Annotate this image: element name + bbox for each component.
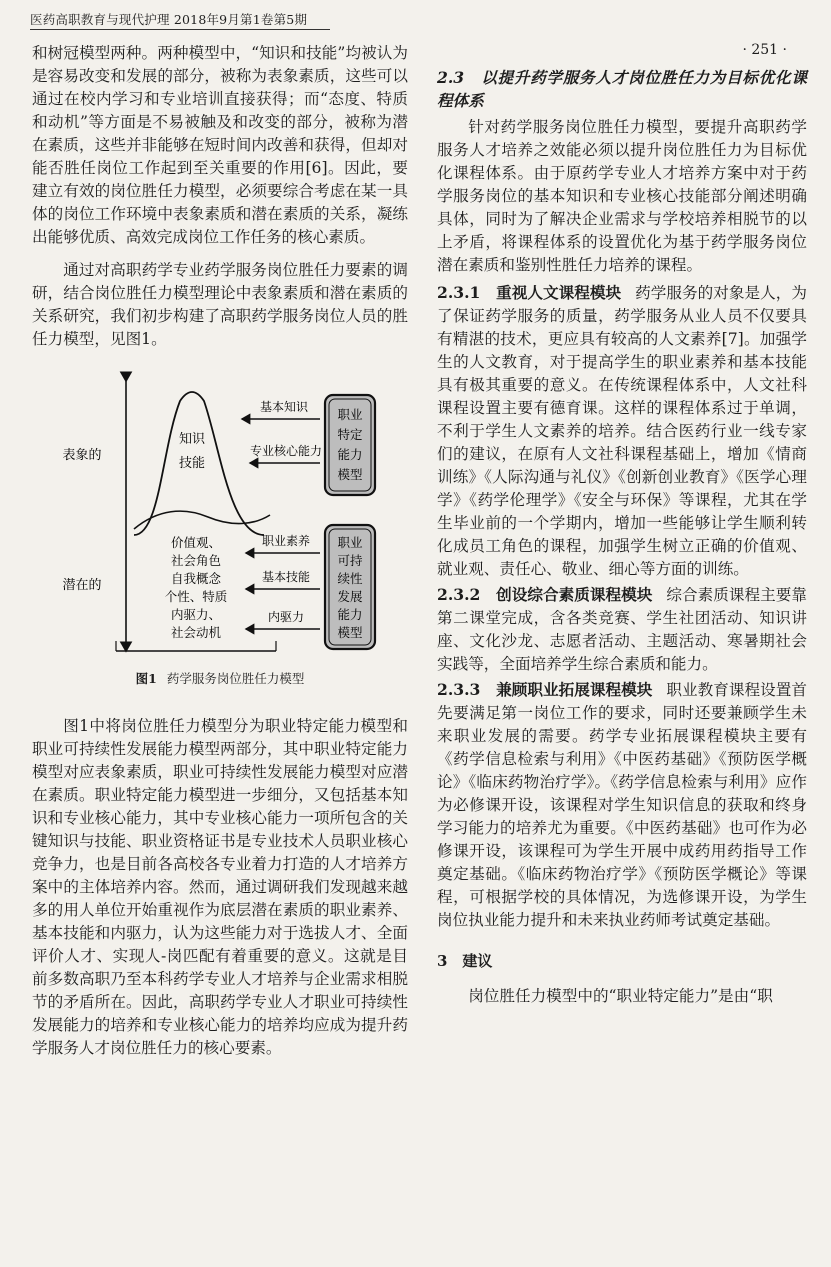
tip-skill: 技能: [178, 456, 206, 471]
competency-model-diagram: [32, 367, 408, 667]
svg-text:能力: 能力: [337, 447, 363, 462]
svg-text:职业: 职业: [337, 535, 363, 550]
latent-item: 个性、特质: [164, 589, 228, 604]
section-heading-3: 3 建议: [437, 952, 493, 970]
arrow-label: 专业核心能力: [249, 444, 323, 458]
svg-text:能力: 能力: [337, 607, 363, 622]
subsection-body: 职业教育课程设置首先要满足第一岗位工作的要求，同时还要兼顾学生未来职业发展的需要。药学专业拓展课程模块主要有《药学信息检索与利用》《中医药基础》《预防医学概论》《临床药物治疗学》。《药学信息检索与利用》应作为必修课开设，该课程对学生知识信息的获取和终身学习能力的培养尤为重要。《中医药基础》也可作为必修课开设，该课程可为学生开展中成药用药指导工作奠定基础。《临床药物治疗学》《预防医学概论》等课程，可根据学校的具体情况，为选修课开设，为学生岗位执业能力提升和未来执业药师考试奠定基础。: [437, 681, 807, 929]
paragraph: 图1中将岗位胜任力模型分为职业特定能力模型和职业可持续性发展能力模型两部分，其中职业特定能力模型对应表象素质，职业可持续性发展能力模型对应潜在素质。职业特定能力模型进一步细分，又包括基本知识和专业核心能力，其中专业核心能力一项所包含的关键知识与技能、职业资格证书是专业技术人员职业核心竞争力，也是目前各高校各专业着力打造的人才培养方案中的主体培养内容。然而，通过调研我们发现越来越多的用人单位开始重视作为底层潜在素质的职业素养、基本技能和内驱力，认为这些能力对于选拔人才、全面评价人才、实现人-岗匹配有着重要的意义。这就是目前多数高职乃至本科药学专业人才培养与企业需求相脱节的矛盾所在。因此，高职药学专业人才职业可持续性发展能力的培养和专业核心能力的培养均应成为提升药学服务人才岗位胜任力的核心要素。: [32, 717, 408, 1057]
paragraph: 和树冠模型两种。两种模型中，“知识和技能”均被认为是容易改变和发展的部分，被称为表象素质，这些可以通过在校内学习和专业培训直接获得；而“态度、特质和动机”等方面是不易被触及和改变的部分，被称为潜在素质，这些并非能够在短时间内改善和获得，但却对能否胜任岗位工作起到至关重要的作用[6]。因此，要建立有效的岗位胜任力模型，必须要综合考虑在某一具体的岗位工作环境中表象素质和潜在素质的关系，凝练出能够优质、高效完成岗位工作任务的核心素质。: [32, 44, 408, 246]
svg-text:发展: 发展: [337, 589, 363, 604]
paragraph: 针对药学服务岗位胜任力模型，要提升高职药学服务人才培养之效能必须以提升岗位胜任力为目标优化课程体系。由于原药学专业人才培养方案中对于药学服务岗位的基本知识和专业核心技能部分阐述明确具体，同时为了解决企业需求与学校培养相脱节的以上矛盾，将课程体系的设置优化为基于药学服务岗位潜在素质和鉴别性胜任力培养的课程。: [437, 118, 807, 274]
subsection-2-3-2: [437, 583, 807, 676]
subsection-2-3-3: [437, 678, 807, 932]
label-latent: 潜在的: [62, 578, 102, 593]
page-number: · 251 ·: [742, 42, 787, 58]
svg-text:模型: 模型: [337, 625, 363, 640]
wave-divider: [134, 511, 270, 529]
running-header: 医药高职教育与现代护理 2018年9月第1卷第5期: [30, 10, 330, 30]
section-heading-2-3: 2.3 以提升药学服务人才岗位胜任力为目标优化课程体系: [437, 68, 807, 110]
svg-text:职业: 职业: [337, 407, 363, 422]
svg-text:特定: 特定: [337, 427, 363, 442]
subsection-2-3-1: [437, 281, 807, 581]
arrow-label: 内驱力: [267, 610, 305, 624]
competency-model-figure: [32, 367, 408, 667]
label-surface: 表象的: [62, 448, 102, 463]
paragraph: 岗位胜任力模型中的“职业特定能力”是由“职: [468, 987, 773, 1005]
svg-text:续性: 续性: [337, 571, 363, 586]
latent-item: 社会角色: [170, 553, 222, 568]
figure-caption: [32, 669, 408, 687]
arrow-label: 基本技能: [261, 570, 311, 584]
svg-text:可持: 可持: [337, 553, 363, 568]
arrow-label: 基本知识: [259, 400, 309, 414]
latent-item: 社会动机: [170, 625, 222, 640]
subsection-heading: 2.3.3 兼顾职业拓展课程模块: [437, 680, 653, 699]
subsection-heading: 2.3.1 重视人文课程模块: [437, 283, 622, 302]
arrow-label: 职业素养: [261, 534, 311, 548]
left-column: [32, 42, 408, 1060]
subsection-body: 药学服务的对象是人，为了保证药学服务的质量，药学服务从业人员不仅要具有精湛的技术，更应具有较高的人文素养[7]。加强学生的人文教育，对于提高学生的职业素养和基本技能具有极其重要的意义。在传统课程体系中，人文社科课程设置主要有德育课。这样的课程体系过于单调，不利于学生人文素养的培养。结合医药行业一线专家们的建议，在原有人文社科课程基础上，增加《情商训练》《人际沟通与礼仪》《创新创业教育》《医学心理学》《药学伦理学》《安全与环保》等课程，尤其在学生毕业前的一个学期内，增加一些能够让学生顺利转化成员工角色的课程，加强学生树立正确的价值观、就业观、责任心、敬业、细心等方面的训练。: [437, 284, 807, 578]
figure-number: 图1: [135, 671, 157, 686]
subsection-body: 综合素质课程主要靠第二课堂完成，含各类竞赛、学生社团活动、知识讲座、文化沙龙、志愿者活动、主题活动、寒暑期社会实践等，全面培养学生综合素质和能力。: [437, 586, 807, 673]
svg-text:模型: 模型: [337, 467, 363, 482]
figure-title: 药学服务岗位胜任力模型: [166, 671, 305, 686]
tip-knowledge: 知识: [178, 432, 206, 447]
latent-item: 价值观、: [170, 535, 222, 550]
paragraph: 通过对高职药学专业药学服务岗位胜任力要素的调研，结合岗位胜任力模型理论中表象素质和潜在素质的关系研究，我们初步构建了高职药学服务岗位人员的胜任力模型，见图1。: [32, 261, 408, 348]
subsection-heading: 2.3.2 创设综合素质课程模块: [437, 585, 653, 604]
latent-item: 自我概念: [170, 571, 222, 586]
right-column: [437, 42, 807, 1008]
latent-item: 内驱力、: [170, 607, 222, 622]
